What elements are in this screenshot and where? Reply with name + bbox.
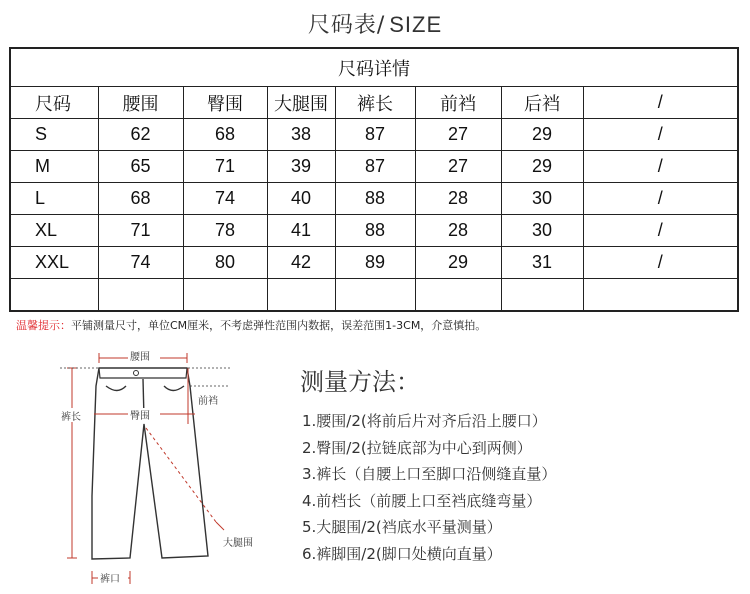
method-step: 2.臀围/2(拉链底部为中心到两侧） xyxy=(302,438,532,457)
diagram-hem-label: 裤口 xyxy=(100,574,120,585)
table-cell xyxy=(98,279,183,312)
page-title xyxy=(0,8,750,39)
table-cell: / xyxy=(583,183,738,215)
pants-diagram xyxy=(40,346,280,591)
method-step: 4.前档长（前腰上口至裆底缝弯量） xyxy=(302,491,542,510)
table-cell: 39 xyxy=(267,151,335,183)
table-row xyxy=(10,151,738,183)
table-cell: 29 xyxy=(415,247,501,279)
table-cell xyxy=(501,279,583,312)
col-header: 臀围 xyxy=(183,87,267,119)
table-cell: 80 xyxy=(183,247,267,279)
col-header: 尺码 xyxy=(10,87,98,119)
table-cell: / xyxy=(583,247,738,279)
table-cell: 40 xyxy=(267,183,335,215)
table-cell: 88 xyxy=(335,183,415,215)
table-cell: 71 xyxy=(183,151,267,183)
table-cell: 28 xyxy=(415,183,501,215)
table-cell xyxy=(415,279,501,312)
method-step: 3.裤长（自腰上口至脚口沿侧缝直量） xyxy=(302,465,557,483)
table-cell xyxy=(583,279,738,312)
table-cell: 29 xyxy=(501,119,583,151)
size-label-cell: M xyxy=(10,151,98,183)
table-cell xyxy=(183,279,267,312)
size-table xyxy=(9,47,739,312)
method-steps xyxy=(302,408,556,567)
table-row xyxy=(10,279,738,312)
title-en: SIZE xyxy=(389,12,443,37)
table-cell: 27 xyxy=(415,119,501,151)
col-header: 腰围 xyxy=(98,87,183,119)
notice xyxy=(16,317,486,333)
table-row xyxy=(10,215,738,247)
size-label-cell: L xyxy=(10,183,98,215)
table-cell: 65 xyxy=(98,151,183,183)
table-cell xyxy=(335,279,415,312)
table-header-row xyxy=(10,87,738,119)
table-cell: 78 xyxy=(183,215,267,247)
table-cell: 30 xyxy=(501,215,583,247)
notice-label: 温馨提示： xyxy=(16,319,71,332)
table-row xyxy=(10,183,738,215)
size-label-cell: S xyxy=(10,119,98,151)
table-row xyxy=(10,247,738,279)
col-header: 裤长 xyxy=(335,87,415,119)
table-cell: 62 xyxy=(98,119,183,151)
table-cell: 38 xyxy=(267,119,335,151)
table-cell: 87 xyxy=(335,151,415,183)
notice-text: 平铺测量尺寸，单位CM厘米，不考虑弹性范围内数据，误差范围1-3CM，介意慎拍。 xyxy=(71,319,487,332)
diagram-front-rise-label: 前裆 xyxy=(198,396,218,407)
table-cell: / xyxy=(583,151,738,183)
table-cell: 28 xyxy=(415,215,501,247)
table-cell: 87 xyxy=(335,119,415,151)
title-cn: 尺码表/ xyxy=(307,13,386,38)
table-cell: 41 xyxy=(267,215,335,247)
col-header: 前裆 xyxy=(415,87,501,119)
table-row xyxy=(10,119,738,151)
table-cell: 68 xyxy=(98,183,183,215)
table-cell: 31 xyxy=(501,247,583,279)
size-label-cell xyxy=(10,279,98,312)
table-cell: 89 xyxy=(335,247,415,279)
table-cell: 88 xyxy=(335,215,415,247)
method-step: 6.裤脚围/2(脚口处横向直量） xyxy=(302,544,502,563)
diagram-hip-label: 臀围 xyxy=(130,411,150,422)
size-label-cell: XXL xyxy=(10,247,98,279)
diagram-waist-label: 腰围 xyxy=(130,352,150,363)
table-cell: 68 xyxy=(183,119,267,151)
table-cell: 74 xyxy=(183,183,267,215)
table-cell: 42 xyxy=(267,247,335,279)
table-caption: 尺码详情 xyxy=(10,48,738,87)
diagram-thigh-label: 大腿围 xyxy=(223,538,253,549)
table-cell: 71 xyxy=(98,215,183,247)
table-cell xyxy=(267,279,335,312)
col-header: 大腿围 xyxy=(267,87,335,119)
method-step: 1.腰围/2(将前后片对齐后沿上腰口） xyxy=(302,412,547,430)
pants-outline xyxy=(92,368,208,559)
table-cell: / xyxy=(583,215,738,247)
table-cell: 29 xyxy=(501,151,583,183)
table-cell: 27 xyxy=(415,151,501,183)
method-title: 测量方法： xyxy=(300,368,420,396)
method-step: 5.大腿围/2(裆底水平量测量） xyxy=(302,518,502,536)
size-label-cell: XL xyxy=(10,215,98,247)
col-header: 后裆 xyxy=(501,87,583,119)
table-cell: / xyxy=(583,119,738,151)
col-header: / xyxy=(583,87,738,119)
table-cell: 30 xyxy=(501,183,583,215)
table-cell: 74 xyxy=(98,247,183,279)
diagram-length-label: 裤长 xyxy=(61,412,81,423)
